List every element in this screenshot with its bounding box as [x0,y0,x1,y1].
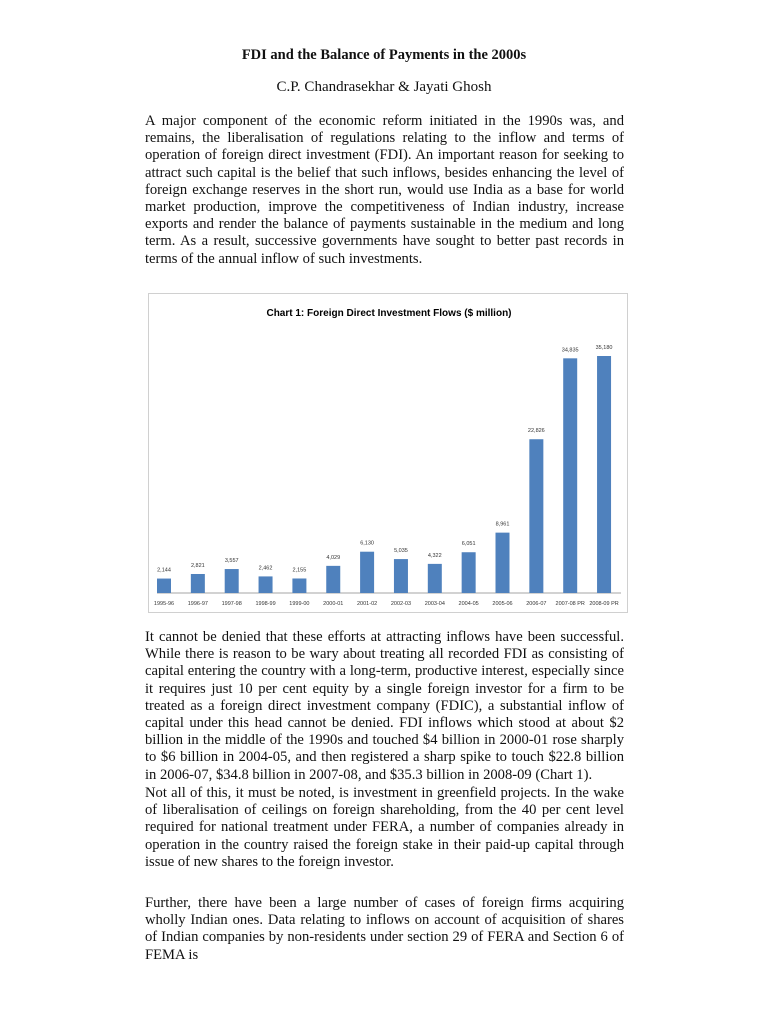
chart-title: Chart 1: Foreign Direct Investment Flows ($ million) [266,308,512,319]
data-label: 22,826 [527,428,545,435]
data-label: 6,130 [360,540,374,547]
x-tick-label: 1996-97 [187,601,208,607]
document-title: FDI and the Balance of Payments in the 2000s [241,47,527,63]
bar-2006-07 [529,439,543,593]
paragraph-3: Not all of this, it must be noted, is investment in greenfield projects. In the wake of liberalisation of ceilings on foreign shareholding, from the 40 per cent level required for national treatment under FERA, a number of companies already in operation in the country raised the foreign stake in their paid-up capital through issue of new shares to the foreign investor. [145,785,624,870]
bar-2001-02 [360,552,374,593]
data-label: 3,557 [224,558,239,565]
paragraph-2: It cannot be denied that these efforts at attracting inflows have been successful. While there is reason to be wary about treating all recorded FDI as consisting of capital entering the country with a long-term, productive interest, especially since it requires just 10 per cent equity by a single foreign investor for a firm to be treated as a foreign direct investment company (FDIC), a substantial inflow of capital under this head cannot be denied. FDI inflows which stood at about $2 billion in the middle of the 1990s and touched $4 billion in 2000-01 rose sharply to $6 billion in 2004-05, and then registered a sharp spike to touch $22.8 billion in 2006-07, $34.8 billion in 2007-08, and $35.3 billion in 2008-09 (Chart 1). [145,629,624,783]
bar-2004-05 [462,552,476,593]
chart-svg [149,294,629,614]
bar-2003-04 [428,564,442,593]
x-tick-label: 2002-03 [390,601,412,607]
x-tick-label: 2003-04 [424,601,445,607]
x-tick-label: 2001-02 [357,601,378,607]
paragraph-1: A major component of the economic reform initiated in the 1990s was, and remains, the liberalisation of regulations relating to the inflow and terms of operation of foreign direct investment (FDI). An important reason for seeking to attract such capital is the belief that such inflows, besides enhancing the level of foreign exchange reserves in the short run, would use India as a base for world market production, improve the competitiveness of Indian industry, increase exports and render the balance of payments sustainable in the medium and long term. As a result, successive governments have sought to better past records in terms of the annual inflow of such investments. [145,113,624,267]
bar-1999-00 [292,578,306,593]
x-tick-label: 2008-09 PR [589,601,619,607]
paragraph-4: Further, there have been a large number of cases of foreign firms acquiring wholly Indian ones. Data relating to inflows on account of acquisition of shares of Indian companies by non-residents under section 29 of FERA and Section 6 of FEMA is [145,895,624,963]
bar-2005-06 [496,533,510,593]
data-label: 8,961 [495,521,510,528]
bar-2007-08 PR [563,358,577,593]
bar-1995-96 [157,579,171,593]
bar-1996-97 [191,574,205,593]
data-label: 4,029 [326,554,341,561]
bar-2008-09 PR [597,356,611,593]
x-tick-label: 1995-96 [153,601,175,607]
x-tick-label: 1997-98 [221,601,242,607]
x-tick-label: 1999-00 [289,601,310,607]
fdi-chart [148,293,628,613]
x-tick-label: 2006-07 [526,601,547,607]
bar-1997-98 [225,569,239,593]
data-label: 4,322 [427,552,442,559]
bar-2002-03 [394,559,408,593]
x-tick-label: 2004-05 [458,601,479,607]
data-label: 34,835 [561,347,579,354]
data-label: 5,035 [394,548,408,555]
x-tick-label: 1998-99 [255,601,276,607]
data-label: 2,821 [190,562,205,569]
data-label: 2,462 [258,565,273,572]
data-label: 6,051 [461,541,476,548]
data-label: 2,144 [157,567,171,574]
document-authors: C.P. Chandrasekhar & Jayati Ghosh [276,79,492,95]
data-label: 2,155 [292,567,307,574]
data-label: 35,180 [595,345,613,351]
bar-2000-01 [326,566,340,593]
x-tick-label: 2007-08 PR [555,601,585,607]
x-tick-label: 2005-06 [492,601,513,607]
bar-1998-99 [259,576,273,593]
x-tick-label: 2000-01 [323,601,344,607]
